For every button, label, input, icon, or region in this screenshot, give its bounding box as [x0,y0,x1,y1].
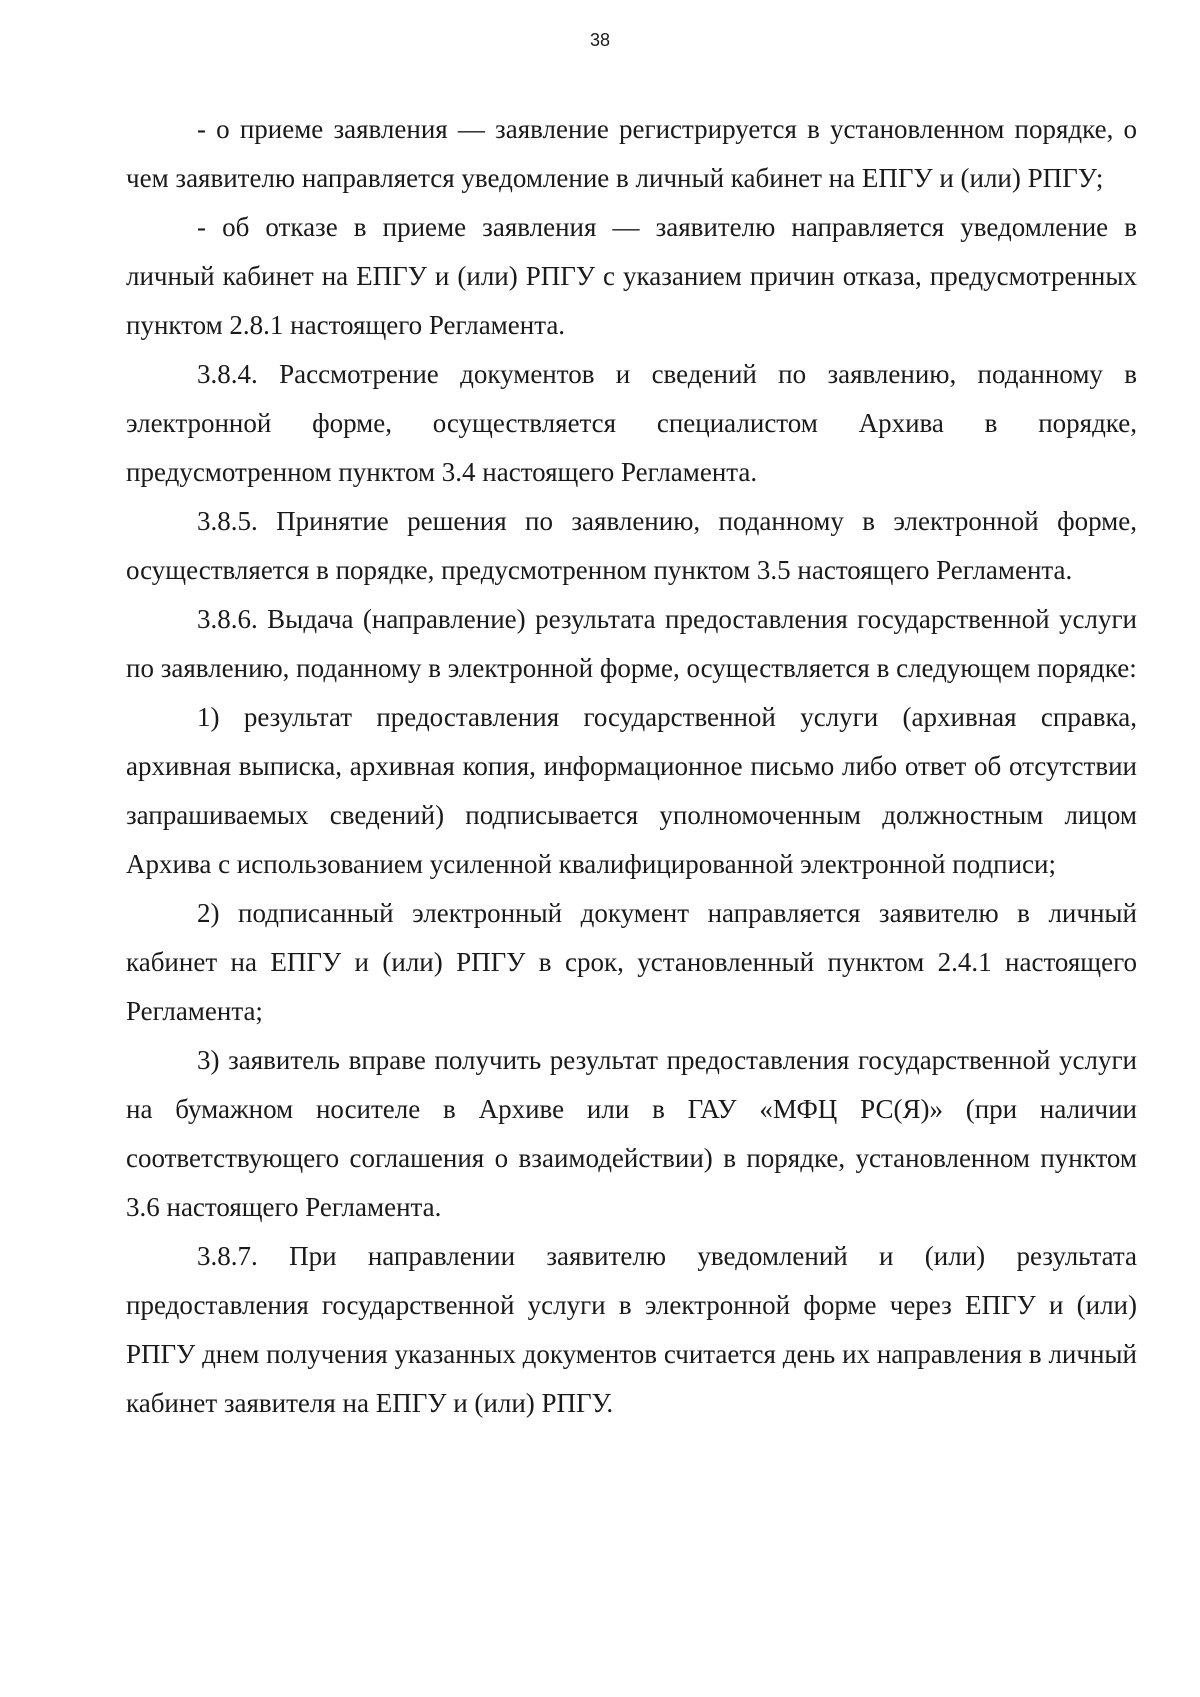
paragraph-3-8-6: 3.8.6. Выдача (направление) результата предоставления государственной услуги по заявлению, поданному в электронной форме, осуществляется в следующем порядке: [126,604,1137,683]
paragraph-3-8-4: 3.8.4. Рассмотрение документов и сведений по заявлению, поданному в электронной форме, осуществляется специалистом Архива в порядке, предусмотренном пунктом 3.4 настоящего Регламента. [126,359,1137,487]
paragraph-3-8-5: 3.8.5. Принятие решения по заявлению, поданному в электронной форме, осуществляется в порядке, предусмотренном пунктом 3.5 настоящего Регламента. [126,506,1137,585]
paragraph-application-refused: - об отказе в приеме заявления — заявителю направляется уведомление в личный кабинет на ЕПГУ и (или) РПГУ с указанием причин отказа, предусмотренных пунктом 2.8.1 настоящего Регламента. [126,212,1137,340]
page-number: 38 [589,30,611,50]
paragraph-application-accepted: - о приеме заявления — заявление регистрируется в установленном порядке, о чем заявителю направляется уведомление в личный кабинет на ЕПГУ и (или) РПГУ; [126,114,1137,193]
paragraph-item-2: 2) подписанный электронный документ направляется заявителю в личный кабинет на ЕПГУ и (или) РПГУ в срок, установленный пунктом 2.4.1 настоящего Регламента; [126,898,1137,1026]
paragraph-item-1: 1) результат предоставления государственной услуги (архивная справка, архивная выписка, архивная копия, информационное письмо либо ответ об отсутствии запрашиваемых сведений) подписывается уполномоченным должностным лицом Архива с использованием усиленной квалифицированной электронной подписи; [126,702,1137,879]
document-body [126,105,1137,1428]
paragraph-3-8-7: 3.8.7. При направлении заявителю уведомлений и (или) результата предоставления государственной услуги в электронной форме через ЕПГУ и (или) РПГУ днем получения указанных документов считается день их направления в личный кабинет заявителя на ЕПГУ и (или) РПГУ. [126,1241,1137,1418]
paragraph-item-3: 3) заявитель вправе получить результат предоставления государственной услуги на бумажном носителе в Архиве или в ГАУ «МФЦ РС(Я)» (при наличии соответствующего соглашения о взаимодействии) в порядке, установленном пунктом 3.6 настоящего Регламента. [126,1045,1137,1222]
